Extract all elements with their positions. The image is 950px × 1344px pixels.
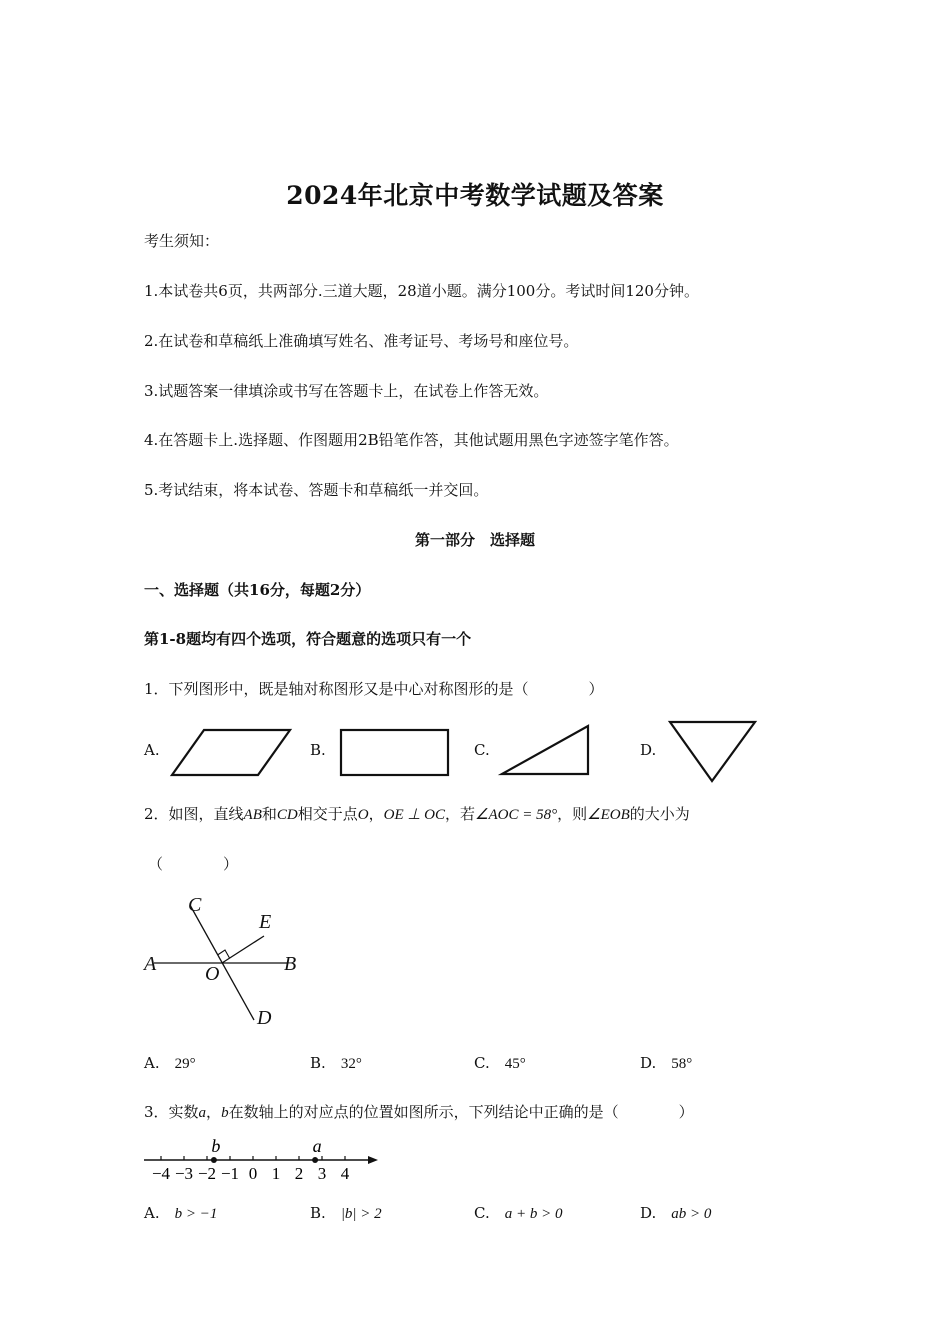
number-line-arrow <box>368 1156 378 1164</box>
number-line-tick-label: 4 <box>340 1164 350 1183</box>
q2-option-a <box>144 1052 196 1073</box>
option-value: |b| > 2 <box>340 1206 382 1222</box>
number-line-tick-label: −1 <box>220 1164 240 1183</box>
number-line-tick-label: 1 <box>271 1164 281 1183</box>
q3-stem-text: ， <box>206 1103 222 1121</box>
q2-option-d <box>640 1052 692 1073</box>
q1-inverted-triangle-shape <box>667 719 759 785</box>
option-label: B. <box>310 1204 326 1222</box>
q1-rectangle-shape <box>339 728 451 778</box>
q1-option-a-label: A. <box>144 741 160 759</box>
option-label: A. <box>144 1204 160 1222</box>
q1-option-d-label: D. <box>640 741 657 759</box>
q2-answer-paren: （ ） <box>148 855 239 873</box>
option-value: ab > 0 <box>671 1206 712 1222</box>
number-line-tick-label: −4 <box>151 1164 171 1183</box>
q2-label-b: B <box>284 953 297 975</box>
option-label: D. <box>640 1204 657 1222</box>
page-title: 2024年北京中考数学试题及答案 <box>286 181 664 210</box>
q2-label-a: A <box>144 953 157 975</box>
q2-stem-text: 和 <box>261 805 277 823</box>
q2-line-ab: AB <box>243 807 262 823</box>
notice-heading: 考生须知： <box>144 232 220 250</box>
q1-option-b-label: B. <box>310 741 326 759</box>
number-line-tick-label: 2 <box>294 1164 304 1183</box>
option-value: 32° <box>340 1056 362 1072</box>
notice-item-3: 3.试题答案一律填涂或书写在答题卡上，在试卷上作答无效。 <box>144 382 549 400</box>
number-line-tick-label: −3 <box>174 1164 194 1183</box>
q3-stem-text: 在数轴上的对应点的位置如图所示，下列结论中正确的是（ ） <box>228 1103 694 1121</box>
option-label: C. <box>474 1204 490 1222</box>
q1-right-triangle-shape <box>500 723 592 777</box>
q2-angle-eob: ∠EOB <box>587 807 630 823</box>
q1-option-c-label: C. <box>474 741 490 759</box>
q2-label-e: E <box>259 911 272 933</box>
q3-number-line <box>140 1136 385 1186</box>
q2-label-c: C <box>188 894 202 916</box>
point-b-label: b <box>211 1136 221 1156</box>
notice-item-1: 1.本试卷共6页，共两部分.三道大题，28道小题。满分100分。考试时间120分钟。 <box>144 282 699 300</box>
option-value: a + b > 0 <box>504 1206 563 1222</box>
section-instruction: 第1-8题均有四个选项，符合题意的选项只有一个 <box>144 630 472 648</box>
point-a-dot <box>312 1157 318 1163</box>
q3-stem <box>144 1101 694 1122</box>
q2-perpendicular: OE ⊥ OC <box>383 807 446 823</box>
q2-option-b <box>310 1052 362 1073</box>
q3-option-c <box>474 1202 562 1223</box>
q2-label-o: O <box>205 963 220 985</box>
q2-label-d: D <box>257 1007 272 1029</box>
number-line-tick-label: 0 <box>248 1164 258 1183</box>
q2-line-cd: CD <box>276 807 298 823</box>
q3-option-b <box>310 1202 382 1223</box>
q2-stem-text: ， <box>368 805 384 823</box>
option-label: A. <box>144 1054 160 1072</box>
option-label: C. <box>474 1054 490 1072</box>
q2-option-c <box>474 1052 526 1073</box>
q2-point-o: O <box>357 807 369 823</box>
q2-stem-text: 相交于点 <box>297 805 358 823</box>
notice-item-2: 2.在试卷和草稿纸上准确填写姓名、准考证号、考场号和座位号。 <box>144 332 579 350</box>
q3-var-a: a <box>198 1105 207 1121</box>
option-value: b > −1 <box>174 1206 218 1222</box>
q2-stem-text: ，若 <box>445 805 476 823</box>
q3-option-a <box>144 1202 217 1223</box>
q2-stem-text: 的大小为 <box>629 805 690 823</box>
number-line-tick-label: −2 <box>197 1164 217 1183</box>
option-value: 45° <box>504 1056 526 1072</box>
q1-stem: 1．下列图形中，既是轴对称图形又是中心对称图形的是（ ） <box>144 680 604 698</box>
q1-parallelogram-shape <box>170 728 292 778</box>
option-label: B. <box>310 1054 326 1072</box>
section-heading: 一、选择题（共16分，每题2分） <box>144 581 371 599</box>
number-line-tick-label: 3 <box>317 1164 327 1183</box>
option-value: 58° <box>671 1056 693 1072</box>
q2-stem-text: ，则 <box>557 805 588 823</box>
ray-oe <box>222 936 264 963</box>
option-label: D. <box>640 1054 657 1072</box>
point-b-dot <box>211 1157 217 1163</box>
q3-var-b: b <box>221 1105 229 1121</box>
notice-item-4: 4.在答题卡上.选择题、作图题用2B铅笔作答，其他试题用黑色字迹签字笔作答。 <box>144 431 679 449</box>
q3-option-d <box>640 1202 711 1223</box>
q2-angle-aoc: ∠AOC = 58° <box>475 807 558 823</box>
q2-stem-text: 2．如图，直线 <box>144 805 244 823</box>
part1-heading: 第一部分 选择题 <box>414 531 535 549</box>
notice-item-5: 5.考试结束，将本试卷、答题卡和草稿纸一并交回。 <box>144 481 489 499</box>
q3-stem-text: 3．实数 <box>144 1103 199 1121</box>
point-a-label: a <box>312 1136 322 1156</box>
q2-stem <box>144 803 690 824</box>
option-value: 29° <box>174 1056 196 1072</box>
